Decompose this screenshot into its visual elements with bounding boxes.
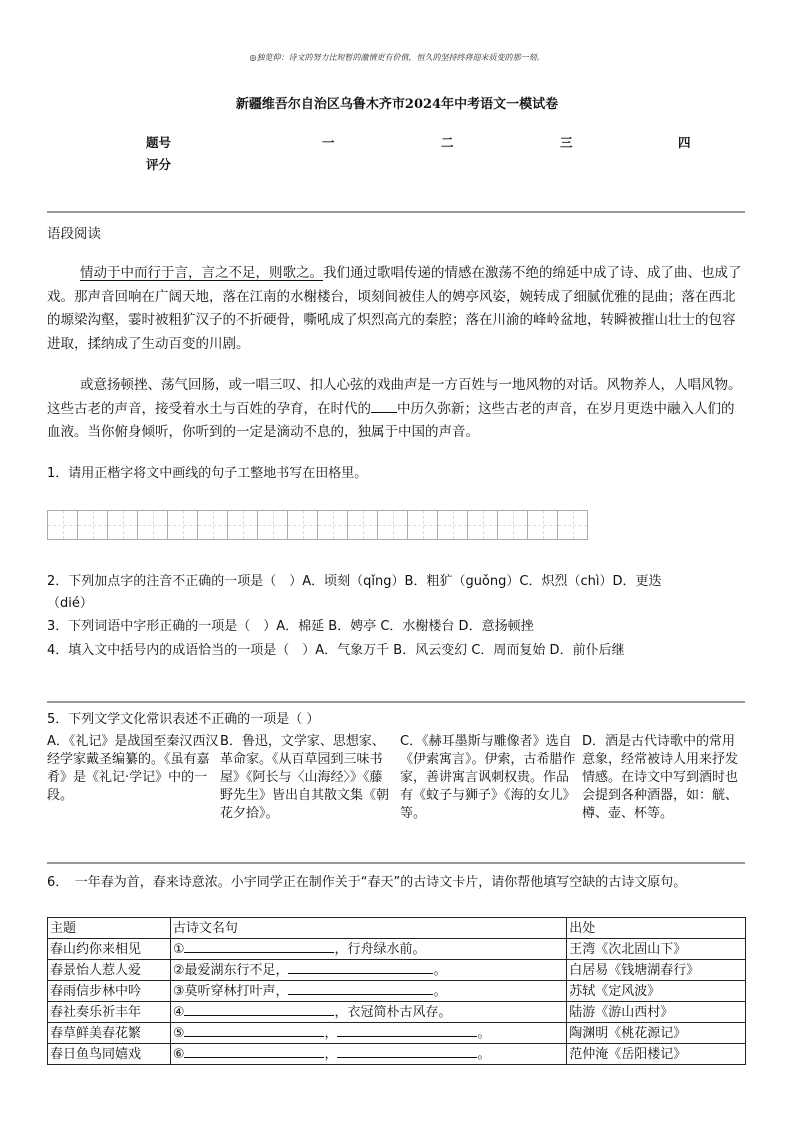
score-row-label-2: 评分 bbox=[146, 157, 172, 172]
theme-cell: 春景怡人惹人爱 bbox=[48, 960, 171, 981]
table-header: 主题 bbox=[48, 918, 171, 939]
divider bbox=[47, 211, 745, 213]
poem-table bbox=[47, 917, 746, 1065]
table-row bbox=[48, 1044, 746, 1065]
table-row bbox=[48, 939, 746, 960]
theme-cell: 春山约你来相见 bbox=[48, 939, 171, 960]
answer-blank[interactable] bbox=[184, 1023, 324, 1037]
section-heading: 语段阅读 bbox=[47, 226, 101, 242]
source-cell: 白居易《钱塘湖春行》 bbox=[567, 960, 746, 981]
poem-text: ④ bbox=[172, 1005, 185, 1020]
grid-cell[interactable] bbox=[287, 510, 318, 540]
answer-blank[interactable] bbox=[184, 1044, 324, 1058]
poem-text: ， bbox=[324, 1026, 338, 1041]
poem-cell bbox=[170, 939, 566, 960]
question-4: 4．填入文中括号内的成语恰当的一项是（ ）A．气象万千 B．风云变幻 C．周而复始 D．前仆后继 bbox=[47, 643, 625, 658]
source-cell: 陆游《游山西村》 bbox=[567, 1002, 746, 1023]
grid-cell[interactable] bbox=[137, 510, 168, 540]
poem-cell bbox=[170, 1002, 566, 1023]
divider bbox=[47, 701, 745, 703]
divider bbox=[47, 862, 745, 864]
poem-text: ⑤ bbox=[172, 1026, 185, 1041]
grid-cell[interactable] bbox=[407, 510, 438, 540]
option-b: B．鲁迅，文学家、思想家、革命家。《从百草园到三味书屋》《阿长与〈山海经〉》《藤野先生》皆出自其散文集《朝花夕拾》。 bbox=[220, 734, 390, 821]
grid-cell[interactable] bbox=[527, 510, 558, 540]
source-cell: 陶渊明《桃花源记》 bbox=[567, 1023, 746, 1044]
table-header: 出处 bbox=[567, 918, 746, 939]
grid-cell[interactable] bbox=[167, 510, 198, 540]
grid-cell[interactable] bbox=[197, 510, 228, 540]
poem-cell bbox=[170, 1023, 566, 1044]
poem-cell bbox=[170, 960, 566, 981]
poem-text: 。 bbox=[477, 1047, 491, 1062]
passage-text: 或意扬顿挫、荡气回肠，或一唱三叹、扣人心弦的戏曲声是一方百姓与一地风物的对话。风物养人，人唱风物。这些古老的声音，接受着水土与百姓的孕育，在时代的 bbox=[47, 377, 742, 417]
answer-blank[interactable] bbox=[288, 960, 433, 974]
passage-text: 我们通过歌唱传递的情感在激荡不绝的绵延中成了诗、成了曲、也成了戏。那声音回响在广阔天地，落在江南的水榭楼台，顷刻间被佳人的娉亭风姿，婉转成了细腻优雅的昆曲；落在西北的塬梁沟壑，霎时被粗犷汉子的不折硬骨，嘶吼成了炽烈高亢的秦腔；落在川渝的峰岭盆地，转瞬被摧山壮士的包容进取，揉纳成了生动百变的川剧。 bbox=[47, 265, 742, 352]
source-cell: 苏轼《定风波》 bbox=[567, 981, 746, 1002]
poem-text: 。 bbox=[477, 1026, 491, 1041]
option-d: D．酒是古代诗歌中的常用意象，经常被诗人用来抒发情感。在诗文中写到酒时也会提到各种酒器，如：觥、樽、壶、杯等。 bbox=[582, 734, 739, 821]
grid-cell[interactable] bbox=[47, 510, 78, 540]
grid-cell[interactable] bbox=[227, 510, 258, 540]
poem-cell bbox=[170, 1044, 566, 1065]
grid-cell[interactable] bbox=[107, 510, 138, 540]
poem-text: ③莫听穿林打叶声， bbox=[172, 984, 289, 999]
score-col-4: 四 bbox=[678, 135, 691, 150]
grid-cell[interactable] bbox=[317, 510, 348, 540]
poem-text: ，行舟绿水前。 bbox=[334, 942, 426, 957]
grid-cell[interactable] bbox=[377, 510, 408, 540]
table-row bbox=[48, 1002, 746, 1023]
grid-cell[interactable] bbox=[347, 510, 378, 540]
page-title: 新疆维吾尔自治区乌鲁木齐市2024年中考语文一模试卷 bbox=[235, 97, 559, 112]
poem-text: ②最爱湖东行不足， bbox=[172, 963, 289, 978]
source-cell: 范仲淹《岳阳楼记》 bbox=[567, 1044, 746, 1065]
answer-blank[interactable] bbox=[337, 1023, 477, 1037]
grid-cell[interactable] bbox=[467, 510, 498, 540]
theme-cell: 春草鲜美春花繁 bbox=[48, 1023, 171, 1044]
table-row bbox=[48, 1023, 746, 1044]
theme-cell: 春社奏乐祈丰年 bbox=[48, 1002, 171, 1023]
answer-blank[interactable] bbox=[184, 939, 334, 953]
theme-cell: 春日鱼鸟同嬉戏 bbox=[48, 1044, 171, 1065]
fill-blank[interactable] bbox=[371, 398, 397, 413]
grid-cell[interactable] bbox=[557, 510, 588, 540]
poem-text: ① bbox=[172, 942, 185, 957]
source-cell: 王湾《次北固山下》 bbox=[567, 939, 746, 960]
table-header-row bbox=[48, 918, 746, 939]
poem-text: 。 bbox=[433, 963, 447, 978]
grid-cell[interactable] bbox=[497, 510, 528, 540]
motto-line: ◎独览仰：诗文的努力比短暂的激情更有价值，恒久的坚持终将迎来质变的那一刻。 bbox=[249, 53, 545, 62]
tian-grid[interactable] bbox=[48, 510, 588, 540]
answer-blank[interactable] bbox=[337, 1044, 477, 1058]
question-2: 2．下列加点字的注音不正确的一项是（ ）A．顷刻（qǐng）B．粗犷（guǒng）C．炽烈（chì）D．更迭 bbox=[47, 574, 662, 589]
option-a: A．《礼记》是战国至秦汉西汉经学家戴圣编纂的。《虽有嘉肴》是《礼记·学记》中的一段。 bbox=[47, 734, 219, 803]
question-5: 5．下列文学文化常识表述不正确的一项是（ ） bbox=[47, 712, 320, 727]
question-6: 6． 一年春为首，春来诗意浓。小宇同学正在制作关于“春天”的古诗文卡片，请你帮他填写空缺的古诗文原句。 bbox=[47, 875, 687, 890]
answer-blank[interactable] bbox=[184, 1002, 334, 1016]
table-header: 古诗文名句 bbox=[170, 918, 566, 939]
score-col-3: 三 bbox=[560, 135, 573, 150]
poem-cell bbox=[170, 981, 566, 1002]
poem-text: ，衣冠简朴古风存。 bbox=[334, 1005, 452, 1020]
passage-paragraph-2 bbox=[47, 374, 745, 445]
poem-text: 。 bbox=[433, 984, 447, 999]
theme-cell: 春雨信步林中吟 bbox=[48, 981, 171, 1002]
question-2-wrap: （dié） bbox=[47, 596, 93, 611]
poem-text: ⑥ bbox=[172, 1047, 185, 1062]
passage-text: 中历久弥新；这些古老的声音，在岁月更迭中融入人们的血液。当你俯身倾听，你听到的一定是滴动不息的，独属于中国的声音。 bbox=[47, 400, 735, 440]
table-row bbox=[48, 960, 746, 981]
grid-cell[interactable] bbox=[437, 510, 468, 540]
answer-blank[interactable] bbox=[288, 981, 433, 995]
score-row-label: 题号 bbox=[146, 135, 172, 150]
score-col-2: 二 bbox=[441, 135, 454, 150]
option-c: C．《赫耳墨斯与雕像者》选自《伊索寓言》。伊索，古希腊作家，善讲寓言讽刺权贵。作品有《蚊子与狮子》《海的女儿》等。 bbox=[400, 734, 576, 821]
grid-cell[interactable] bbox=[77, 510, 108, 540]
underlined-sentence: 情动于中而行于言，言之不足，则歌之。 bbox=[80, 265, 323, 281]
table-row bbox=[48, 981, 746, 1002]
passage-paragraph-1 bbox=[47, 262, 745, 356]
poem-text: ， bbox=[324, 1047, 338, 1062]
question-3: 3．下列词语中字形正确的一项是（ ）A．棉延 B．娉亭 C．水榭楼台 D．意扬顿挫 bbox=[47, 619, 534, 634]
grid-cell[interactable] bbox=[257, 510, 288, 540]
score-col-1: 一 bbox=[322, 135, 335, 150]
question-1: 1．请用正楷字将文中画线的句子工整地书写在田格里。 bbox=[47, 466, 368, 481]
